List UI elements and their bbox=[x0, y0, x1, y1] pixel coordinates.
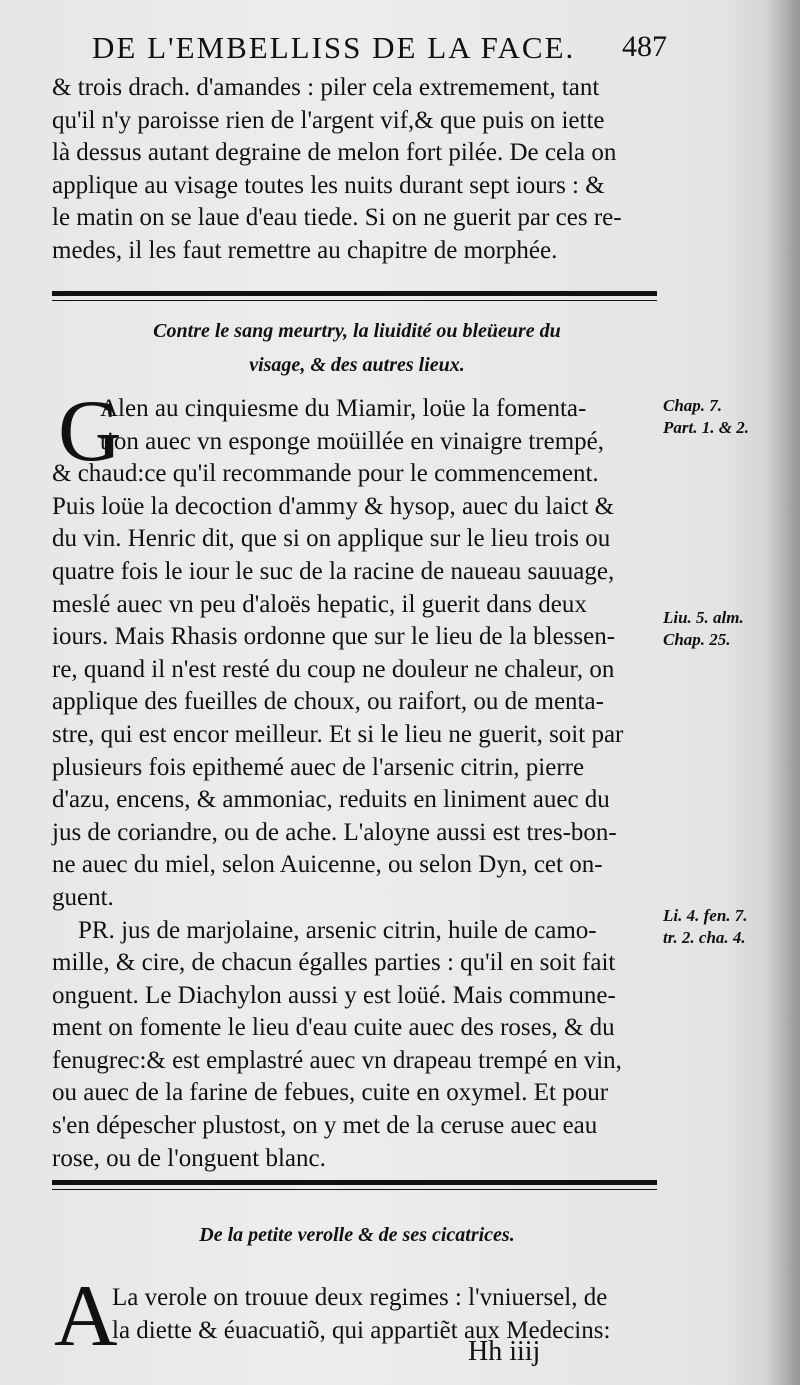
text-line: applique des fueilles de choux, ou raifort, ou de menta- bbox=[52, 688, 604, 716]
running-title: DE L'EMBELLISS DE LA FACE. bbox=[92, 30, 576, 65]
text-line: guent. bbox=[52, 883, 114, 911]
text-line: ment on fomente le lieu d'eau cuite auec des roses, & du bbox=[52, 1014, 615, 1042]
text-line: Puis loüe la decoction d'ammy & hysop, auec du laict & bbox=[52, 492, 615, 520]
text-line: iours. Mais Rhasis ordonne que sur le lieu de la blessen- bbox=[52, 623, 616, 651]
drop-cap: A bbox=[54, 1268, 118, 1365]
text-line: jus de coriandre, ou de ache. L'aloyne aussi est tres-bon- bbox=[52, 818, 617, 846]
text-line: & chaud:ce qu'il recommande pour le commencement. bbox=[52, 460, 599, 488]
text-line: du vin. Henric dit, que si on applique sur le lieu trois ou bbox=[52, 525, 611, 553]
text-line: mille, & cire, de chacun égalles parties : qu'il en soit fait bbox=[52, 949, 616, 977]
text-line: plusieurs fois epithemé auec de l'arsenic citrin, pierre bbox=[52, 753, 585, 781]
heading-line: Contre le sang meurtry, la liuidité ou bleüeure du bbox=[153, 320, 561, 342]
section-divider bbox=[52, 1180, 657, 1190]
margin-note-line: Chap. 25. bbox=[663, 630, 731, 649]
text-line: quatre fois le iour le suc de la racine de naueau sauuage, bbox=[52, 557, 615, 585]
paragraph-verole bbox=[52, 1282, 662, 1347]
text-line: stre, qui est encor meilleur. Et si le lieu ne guerit, soit par bbox=[52, 720, 624, 748]
text-line: d'azu, encens, & ammoniac, reduits en liniment auec du bbox=[52, 786, 610, 814]
margin-note bbox=[663, 395, 783, 439]
text-line: s'en dépescher plustost, on y met de la ceruse auec eau bbox=[52, 1112, 598, 1140]
text-line: onguent. Le Diachylon aussi y est loüé. Mais commune- bbox=[52, 981, 616, 1009]
text-line: tion auec vn esponge moüillée en vinaigre trempé, bbox=[100, 427, 604, 455]
text-line: medes, il les faut remettre au chapitre de morphée. bbox=[52, 236, 558, 264]
text-line: PR. jus de marjolaine, arsenic citrin, huile de camo- bbox=[78, 916, 597, 944]
page-header bbox=[92, 30, 667, 70]
text-line: fenugrec:& est emplastré auec vn drapeau trempé en vin, bbox=[52, 1046, 622, 1074]
margin-note-line: Li. 4. fen. 7. bbox=[663, 906, 748, 925]
text-line: re, quand il n'est resté du coup ne douleur ne chaleur, on bbox=[52, 655, 615, 683]
text-line: la diette & éuacuatiõ, qui appartiẽt aux Medecins: bbox=[112, 1316, 611, 1344]
margin-note-line: Chap. 7. bbox=[663, 396, 723, 415]
text-line: meslé auec vn peu d'aloës hepatic, il guerit dans deux bbox=[52, 590, 587, 618]
margin-note bbox=[663, 607, 783, 651]
signature-mark: Hh iiij bbox=[468, 1336, 541, 1367]
text-line: & trois drach. d'amandes : piler cela extremement, tant bbox=[52, 74, 600, 101]
page-number: 487 bbox=[622, 30, 667, 63]
text-line: ou auec de la farine de febues, cuite en oxymel. Et pour bbox=[52, 1079, 609, 1107]
section-heading-sang-meurtry bbox=[52, 314, 662, 382]
text-line: le matin on se laue d'eau tiede. Si on ne guerit par ces re- bbox=[52, 204, 622, 232]
drop-cap: G bbox=[58, 383, 122, 480]
text-line: qu'il n'y paroisse rien de l'argent vif,& que puis on iette bbox=[52, 106, 605, 134]
margin-note bbox=[663, 905, 783, 949]
margin-note-line: tr. 2. cha. 4. bbox=[663, 928, 746, 947]
text-line: applique au visage toutes les nuits durant sept iours : & bbox=[52, 171, 605, 199]
paragraph-morphee bbox=[52, 72, 662, 268]
text-line: ne auec du miel, selon Auicenne, ou selon Dyn, cet on- bbox=[52, 851, 603, 879]
text-line: La verole on trouue deux regimes : l'vniuersel, de bbox=[112, 1284, 608, 1311]
text-line: rose, ou de l'onguent blanc. bbox=[52, 1144, 326, 1172]
margin-note-line: Liu. 5. alm. bbox=[663, 608, 744, 627]
margin-note-line: Part. 1. & 2. bbox=[663, 418, 749, 437]
paragraph-galen bbox=[52, 383, 662, 1175]
text-line: Alen au cinquiesme du Miamir, loüe la fomenta- bbox=[100, 395, 587, 422]
section-heading-petite-verolle: De la petite verolle & de ses cicatrices. bbox=[199, 1224, 515, 1246]
section-divider bbox=[52, 291, 657, 301]
text-line: là dessus autant degraine de melon fort pilée. De cela on bbox=[52, 139, 617, 167]
heading-line: visage, & des autres lieux. bbox=[249, 354, 465, 376]
